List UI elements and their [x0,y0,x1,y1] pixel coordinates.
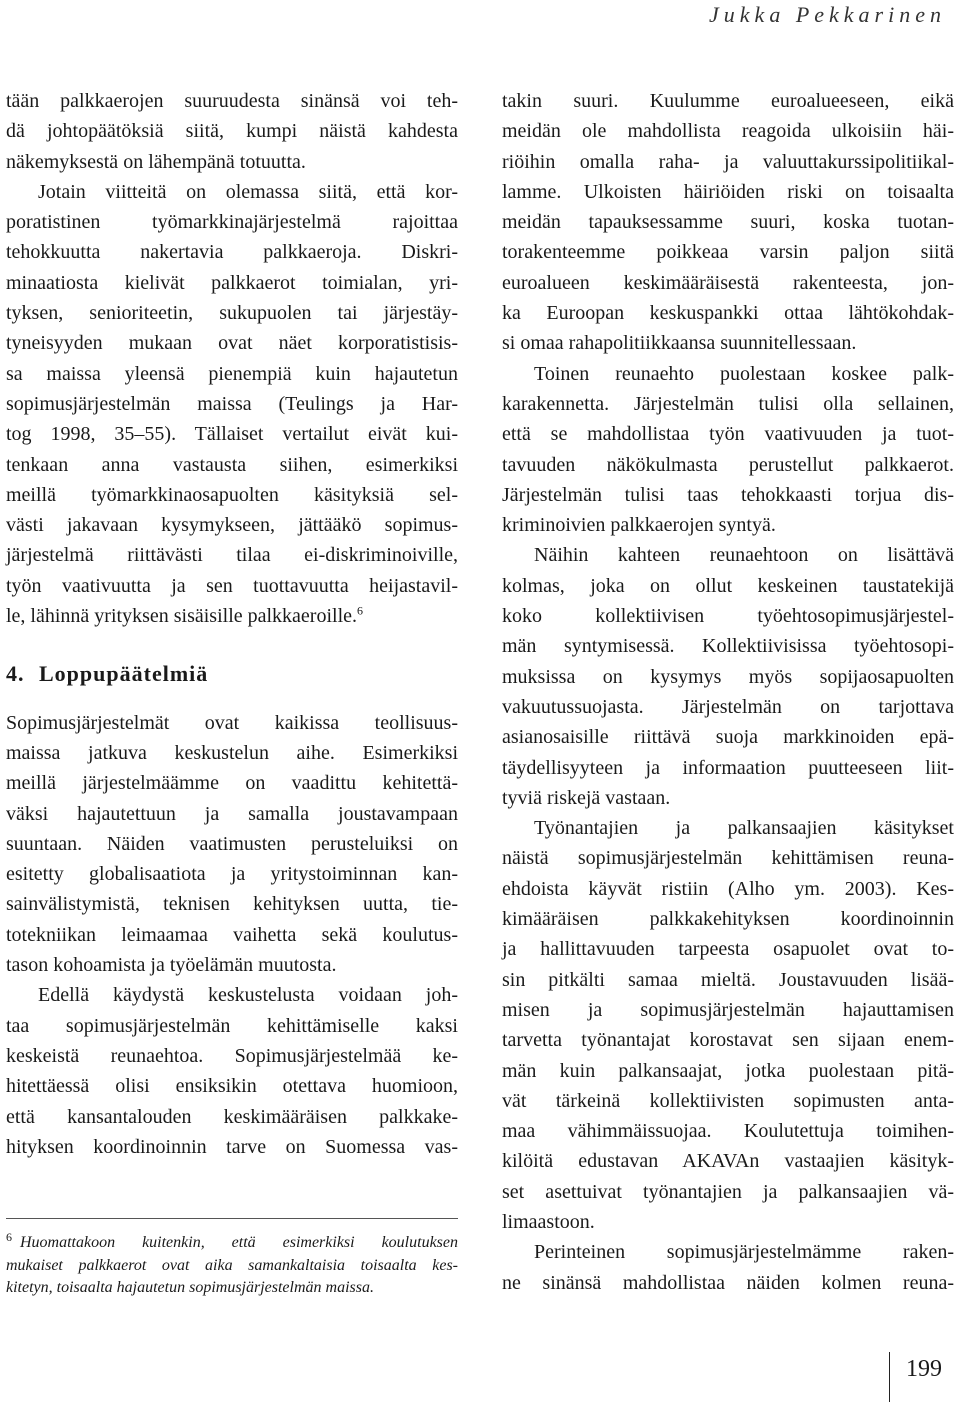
footnote-divider [6,1218,458,1219]
text-line: työn vaativuutta ja sen tuottavuutta heijastavil- [6,574,458,597]
text-line: meillä työmarkkinaosapuolten käsityksiä sel- [6,483,458,506]
text-line: tyneisyyden mukaan ovat näet korporatistisis- [6,332,458,355]
page-number-rule [889,1352,890,1402]
text-line: tog 1998, 35–55). Tällaiset vertailut eivät kui- [6,423,458,446]
text-line: väksi hajautettuun ja samalla joustavampaan [6,802,458,825]
text-line: vät tärkeinä kollektiivisten sopimusten anta- [502,1089,954,1112]
right-column [502,86,954,1298]
text-line: Sopimusjärjestelmät ovat kaikissa teollisuus- [6,711,458,734]
text-line: tyviä riskejä vastaan. [502,786,671,809]
text-line: että se mahdollistaa työn vaativuuden ja tuot- [502,423,954,446]
text-line: maa vähimmäissuojaa. Koulutettuja toimihen- [502,1120,954,1143]
text-line: totekniikan leimaamaa vaihetta sekä koulutus- [6,923,458,946]
footnote-reference[interactable]: 6 [357,603,364,618]
text-line: tarvetta työnantajat korostavat sen sijaan enem- [502,1029,954,1052]
text-line: hitettäessä olisi ensiksikin otettava huomioon, [6,1075,458,1098]
footnote-text: mukaiset palkkaerot ovat aika samankaltaisia toisaalta kes- [6,1256,458,1274]
text-line: sopimusjärjestelmän maissa (Teulings ja Har- [6,392,458,415]
text-line: limaastoon. [502,1210,595,1233]
section-title: Loppupäätelmiä [39,661,209,687]
text-line: että kansantalouden keskimääräisen palkkake- [6,1105,458,1128]
paragraph [6,980,458,1162]
text-line: ehdoista käyvät ristiin (Alho ym. 2003). Kes- [502,877,954,900]
text-line: karakennetta. Järjestelmän tulisi olla sellainen, [502,392,954,415]
text-line: taa sopimusjärjestelmän kehittämiselle kaksi [6,1014,458,1037]
text-line: sainvälistymistä, teknisen kehityksen uutta, tie- [6,893,458,916]
paragraph [502,86,954,359]
text-line: muksissa on kysymys myös sopijaosapuolten [502,665,954,688]
text-line: kimääräisen palkkakehityksen koordinoinnin [502,908,954,931]
text-line: Jotain viitteitä on olemassa siitä, että kor- [38,180,458,203]
text-line: näkemyksestä on lähempänä totuutta. [6,150,306,173]
text-line: ja hallittavuuden tarpeesta osapuolet ovat to- [502,938,954,961]
text-line: tenkaan anna vastausta siihen, esimerkiksi [6,453,458,476]
footnote-text: Huomattakoon kuitenkin, että esimerkiksi koulutuksen [20,1234,458,1251]
page-number: 199 [906,1356,942,1382]
text-line: ne sinänsä mahdollistaa näiden kolmen reuna- [502,1271,954,1294]
text-line: meidän tapauksessamme suuri, koska tuotan- [502,211,954,234]
paragraph [6,177,458,601]
text-line: Toinen reunaehto puolestaan koskee palk- [534,362,954,385]
footnote-number: 6 [6,1229,12,1244]
text-line: keskeistä reunaehtoa. Sopimusjärjestelmää ke- [6,1044,458,1067]
text-line: kriminoivien palkkaerojen syntyä. [502,514,776,537]
text-line: meillä järjestelmäämme on vaadittu kehitettä- [6,772,458,795]
text-line: le, lähinnä yrityksen sisäisille palkkaeroille.$^6$ [6,603,364,628]
running-header-author: Jukka Pekkarinen [709,2,946,27]
text-line: sin pitkälti samaa mieltä. Joustavuuden lisää- [502,968,954,991]
text-line: poratistinen työmarkkinajärjestelmä rajoittaa [6,211,458,234]
text-line: torakenteemme poikkeaa varsin paljon siitä [502,241,954,264]
section-heading [6,659,458,689]
text-line: tyksen, senioriteetin, sukupuolen tai järjestäy- [6,302,458,325]
text-line: riöihin omalla raha- ja valuuttakurssipolitiikal- [502,150,954,173]
text-line: minaatiosta kielivät palkkaerot toimialan, yri- [6,271,458,294]
text-line: set asettuivat työnantajien ja palkansaajien vä- [502,1180,954,1203]
footnote [6,1229,458,1300]
footnote-line [6,1229,458,1255]
text-line: asianosaisille riittävä suoja markkinoiden epä- [502,726,954,749]
text-line: vakuutussuojasta. Järjestelmän on tarjottava [502,695,954,718]
text-line: misen ja sopimusjärjestelmän hajauttamisen [502,998,954,1021]
text-line: kilöitä edustavan AKAVAn vastaajien käsityk- [502,1150,954,1173]
text-line: tehokkuutta nakertavia palkkaeroja. Diskri- [6,241,458,264]
paragraph [502,359,954,541]
footnote-line [6,1255,458,1278]
text-line: näistä sopimusjärjestelmän kehittämisen reuna- [502,847,954,870]
text-line: män kuin palkansaajat, jotka puolestaan pitä- [502,1059,954,1082]
text-line: takin suuri. Kuulumme euroalueeseen, eikä [502,90,954,112]
footnote-text: kitetyn, toisaalta hajautetun sopimusjärjestelmän maissa. [6,1279,374,1296]
paragraph [502,540,954,813]
paragraph [6,86,458,177]
paragraph [502,813,954,1237]
text-line: lamme. Ulkoisten häiriöiden riski on toisaalta [502,180,954,203]
text-line: Perinteinen sopimusjärjestelmämme raken- [534,1241,954,1264]
text-line: koko kollektiivisen työehtosopimusjärjestel- [502,605,954,628]
text-line: tään palkkaerojen suuruudesta sinänsä voi teh- [6,90,458,112]
footnote-line [6,1277,458,1300]
text-line: hityksen koordinoinnin tarve on Suomessa vas- [6,1135,458,1158]
text-line: tason kohoamista ja työelämän muutosta. [6,954,337,977]
text-line: esitetty globalisaatiota ja yritystoiminnan kan- [6,863,458,886]
text-line: suuntaan. Näiden vaatimusten perusteluiksi on [6,832,458,855]
paragraph [502,1237,954,1298]
text-line: dä johtopäätöksiä siitä, kumpi näistä kahdesta [6,120,458,143]
text-line: ka Euroopan keskuspankki ottaa lähtökohdak- [502,302,954,325]
text-line: meidän ole mahdollista reagoida ulkoisiin häi- [502,120,954,143]
text-line: Edellä käydystä keskustelusta voidaan joh- [38,984,458,1007]
section-number: 4. [6,661,25,687]
text-line: Järjestelmän tulisi taas tehokkaasti torjua dis- [502,483,954,506]
text-line: tavuuden näkökulmasta perustellut palkkaerot. [502,453,954,476]
text-line: si omaa rahapolitiikkaansa suunnitellessaan. [502,332,857,355]
text-line: Työnantajien ja palkansaajien käsitykset [534,817,954,840]
text-line: maissa jatkuva keskustelun aihe. Esimerkiksi [6,741,458,764]
text-line: kolmas, joka on ollut keskeinen taustatekijä [502,574,954,597]
text-line: män syntymisessä. Kollektiivisissa työehtosopi- [502,635,954,658]
paragraph [6,708,458,981]
left-column [6,86,458,1162]
text-line: västi jakavaan kysymykseen, jättääkö sopimus- [6,514,458,537]
text-line: Näihin kahteen reunaehtoon on lisättävä [534,544,954,567]
text-line: euroalueen keskimääräisestä rakenteesta, jon- [502,271,954,294]
text-line: täydellisyyteen ja informaation puutteeseen liit- [502,756,954,779]
text-line: sa maissa yleensä pienempiä kuin hajautetun [6,362,458,385]
text-line: järjestelmä riittävästi tilaa ei-diskriminoiville, [6,544,458,567]
